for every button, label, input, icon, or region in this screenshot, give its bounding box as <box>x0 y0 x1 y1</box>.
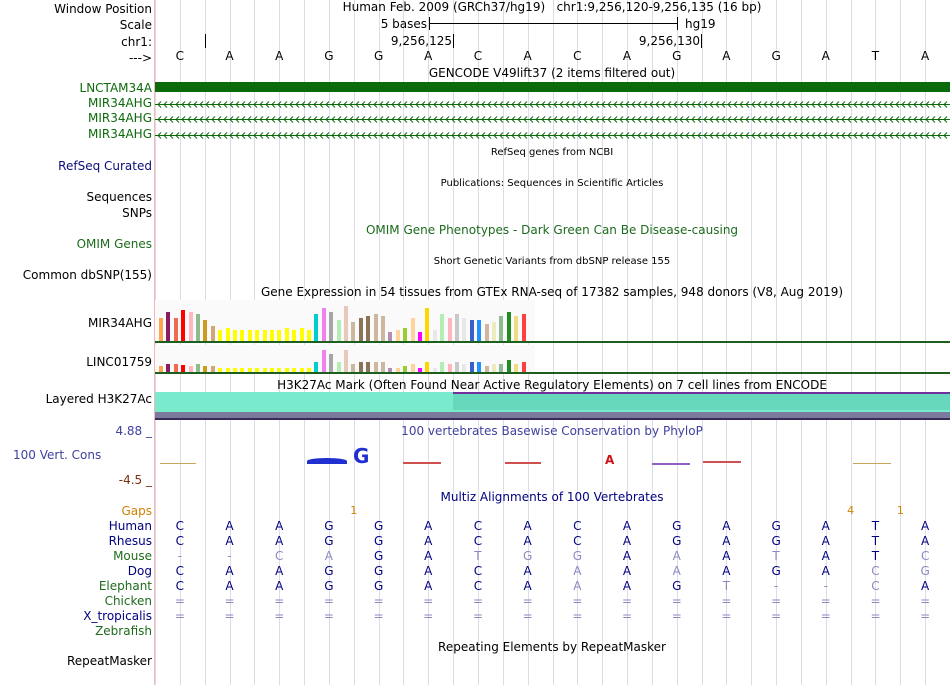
cons-max-label: 4.88 _ <box>115 424 152 438</box>
gtex-tissue-bar[interactable] <box>425 308 429 342</box>
gtex-tissue-bar[interactable] <box>351 364 355 372</box>
gtex-tissue-bar[interactable] <box>462 318 466 342</box>
alignment-base: C <box>573 519 582 533</box>
base-letter: A <box>424 49 433 63</box>
alignment-base: C <box>871 564 880 578</box>
alignment-base: A <box>622 549 632 563</box>
alignment-base: A <box>424 579 433 593</box>
alignment-base: A <box>225 564 234 578</box>
gtex-tissue-bar[interactable] <box>455 314 459 342</box>
gene-intron-mir34ahg-2[interactable] <box>155 113 950 122</box>
gtex-tissue-bar[interactable] <box>366 316 370 342</box>
cons-letter-a: A <box>605 453 615 467</box>
alignment-base: G <box>324 579 334 593</box>
dbsnp-track-label[interactable]: Common dbSNP(155) <box>22 268 152 282</box>
alignment-base: G <box>672 519 682 533</box>
alignment-base: A <box>225 579 234 593</box>
repeatmasker-track-label[interactable]: RepeatMasker <box>66 654 152 668</box>
alignment-base: A <box>424 564 433 578</box>
gtex-tissue-bar[interactable] <box>181 310 185 342</box>
sequences-track-label[interactable]: Sequences <box>86 190 152 204</box>
gtex-tissue-bar[interactable] <box>174 318 178 342</box>
alignment-base: A <box>921 579 930 593</box>
alignment-base: G <box>672 579 682 593</box>
base-letter: G <box>771 49 781 63</box>
alignment-base: = <box>522 609 533 623</box>
alignment-base: G <box>771 519 781 533</box>
ruler-tick-left <box>205 34 206 48</box>
alignment-base: T <box>871 534 880 548</box>
alignment-base: A <box>275 534 284 548</box>
species-label[interactable]: Rhesus <box>108 534 152 548</box>
multiz-track-title: Multiz Alignments of 100 Vertebrates <box>440 490 664 504</box>
alignment-base: = <box>373 609 384 623</box>
base-letter: G <box>672 49 682 63</box>
scale-bar-end <box>677 17 678 30</box>
alignment-base: C <box>275 549 284 563</box>
base-letter: T <box>871 49 880 63</box>
alignment-base: A <box>722 549 731 563</box>
alignment-base: = <box>622 594 633 608</box>
alignment-base: A <box>275 564 284 578</box>
gtex-tissue-bar[interactable] <box>499 364 503 372</box>
alignment-base: A <box>275 579 284 593</box>
gtex-tissue-bar[interactable] <box>499 316 503 342</box>
gtex-tissue-bar[interactable] <box>166 312 170 342</box>
gtex-tissue-bar[interactable] <box>477 362 481 372</box>
gtex-track-title: Gene Expression in 54 tissues from GTEx RNA-seq of 17382 samples, 948 donors (V8, Aug 2019) <box>260 285 844 299</box>
alignment-base: G <box>373 519 384 533</box>
alignment-base: T <box>871 519 880 533</box>
cons-min-label: -4.5 _ <box>118 473 152 487</box>
gtex-baseline-2 <box>155 372 950 374</box>
snps-track-label[interactable]: SNPs <box>122 206 152 220</box>
alignment-base: = <box>572 594 583 608</box>
h3k27ac-track-label[interactable]: Layered H3K27Ac <box>45 392 152 406</box>
ruler-tick-2 <box>701 34 702 48</box>
alignment-base: = <box>472 609 483 623</box>
omim-track-label[interactable]: OMIM Genes <box>76 237 152 251</box>
alignment-base: A <box>523 534 532 548</box>
h3k27ac-track-title: H3K27Ac Mark (Often Found Near Active Regulatory Elements) on 7 cell lines from ENCODE <box>277 378 827 392</box>
cons-letter-g: G <box>353 444 370 468</box>
alignment-base: = <box>820 594 831 608</box>
gtex-tissue-bar[interactable] <box>174 364 178 372</box>
gtex-tissue-bar[interactable] <box>359 318 363 342</box>
alignment-base: = <box>274 594 285 608</box>
gtex-bars-mir34ahg[interactable] <box>155 300 535 342</box>
gtex-tissue-bar[interactable] <box>337 362 341 372</box>
alignment-base: = <box>423 609 434 623</box>
gtex-tissue-bar[interactable] <box>322 350 326 372</box>
alignment-base: A <box>324 549 334 563</box>
alignment-base: = <box>472 594 483 608</box>
alignment-base: A <box>622 519 632 533</box>
position-text[interactable]: chr1:9,256,120-9,256,135 (16 bp) <box>556 0 762 14</box>
alignment-base: C <box>473 579 483 593</box>
base-letter: G <box>373 49 384 63</box>
species-label[interactable]: Human <box>108 519 152 533</box>
track-label-column <box>0 0 155 685</box>
alignment-base: A <box>523 579 532 593</box>
gtex-tissue-bar[interactable] <box>522 362 526 372</box>
gaps-label: Gaps <box>121 504 152 518</box>
gtex-tissue-bar[interactable] <box>344 306 348 342</box>
chrom-label: chr1: <box>121 35 152 49</box>
window-position-label: Window Position <box>54 2 152 16</box>
gtex-tissue-bar[interactable] <box>411 318 415 342</box>
alignment-base: = <box>572 609 583 623</box>
gtex-tissue-bar[interactable] <box>403 328 407 342</box>
alignment-base: C <box>473 564 483 578</box>
gtex-tissue-bar[interactable] <box>492 322 496 342</box>
alignment-base: G <box>572 549 582 563</box>
refseq-track-label[interactable]: RefSeq Curated <box>58 159 152 173</box>
gap-count: 4 <box>847 504 855 517</box>
alignment-base: A <box>672 549 681 563</box>
h3k27ac-signal[interactable] <box>155 392 950 418</box>
gap-count: 1 <box>896 504 904 517</box>
alignment-base: - <box>773 579 779 593</box>
alignment-base: C <box>473 519 483 533</box>
alignment-base: = <box>274 609 285 623</box>
alignment-base: = <box>671 594 682 608</box>
alignment-base: C <box>175 519 185 533</box>
intron-arrows-1 <box>155 100 950 109</box>
gtex-tissue-bar[interactable] <box>492 364 496 372</box>
scale-text: 5 bases <box>380 17 427 31</box>
gtex-tissue-bar[interactable] <box>381 362 385 372</box>
alignment-base: G <box>672 534 682 548</box>
alignment-base: - <box>177 549 183 563</box>
alignment-base: A <box>722 519 731 533</box>
alignment-base: = <box>224 609 235 623</box>
gtex-tissue-bar[interactable] <box>189 312 193 342</box>
omim-track-title: OMIM Gene Phenotypes - Dark Green Can Be Disease-causing <box>365 223 739 237</box>
gtex-tissue-bar[interactable] <box>366 362 370 372</box>
alignment-base: A <box>275 519 284 533</box>
gtex-tissue-bar[interactable] <box>166 364 170 372</box>
gtex-tissue-bar[interactable] <box>314 362 318 372</box>
species-label[interactable]: Elephant <box>98 579 152 593</box>
track-data-area[interactable] <box>155 0 950 685</box>
alignment-base: T <box>772 549 780 563</box>
alignment-base: = <box>373 594 384 608</box>
alignment-base: = <box>721 609 732 623</box>
coord-label-2: 9,256,130 <box>638 34 700 48</box>
gtex-tissue-bar[interactable] <box>455 362 459 372</box>
alignment-base: G <box>324 564 334 578</box>
gtex-tissue-bar[interactable] <box>514 364 518 372</box>
gtex-gene-label-2[interactable]: LINC01759 <box>86 355 152 369</box>
gene-intron-mir34ahg-3[interactable] <box>155 129 950 138</box>
gtex-tissue-bar[interactable] <box>470 320 474 342</box>
gtex-tissue-bar[interactable] <box>181 365 185 372</box>
ruler-tick-1 <box>453 34 454 48</box>
pubs-track-title: Publications: Sequences in Scientific Articles <box>440 178 664 189</box>
assembly-position-text <box>343 0 762 14</box>
alignment-base: = <box>174 594 185 608</box>
scale-bar <box>429 23 677 24</box>
base-letter: C <box>175 49 185 63</box>
alignment-base: G <box>523 549 533 563</box>
intron-arrows-2 <box>155 115 950 124</box>
alignment-base: A <box>821 534 830 548</box>
gtex-tissue-bar[interactable] <box>359 362 363 372</box>
gtex-tissue-bar[interactable] <box>285 328 289 342</box>
gtex-tissue-bar[interactable] <box>300 328 304 342</box>
alignment-base: = <box>323 594 334 608</box>
alignment-base: G <box>771 564 781 578</box>
intron-arrows-3 <box>155 131 950 140</box>
alignment-base: C <box>473 534 483 548</box>
alignment-base: A <box>722 534 731 548</box>
alignment-base: C <box>175 579 185 593</box>
base-letter: A <box>722 49 731 63</box>
alignment-base: = <box>423 594 434 608</box>
gtex-tissue-bar[interactable] <box>522 314 526 342</box>
cons-track-title: 100 vertebrates Basewise Conservation by PhyloP <box>401 424 703 438</box>
gtex-tissue-bar[interactable] <box>351 322 355 342</box>
alignment-base: G <box>373 534 384 548</box>
repeatmasker-track-title: Repeating Elements by RepeatMasker <box>438 640 666 654</box>
gtex-tissue-bar[interactable] <box>477 320 481 342</box>
gencode-track-title: GENCODE V49lift37 (2 items filtered out) <box>428 66 676 80</box>
alignment-base: = <box>174 609 185 623</box>
gene-label-lnctam34a[interactable]: LNCTAM34A <box>79 81 152 95</box>
gtex-tissue-bar[interactable] <box>381 316 385 342</box>
alignment-base: = <box>671 609 682 623</box>
alignment-base: = <box>820 609 831 623</box>
refseq-track-title: RefSeq genes from NCBI <box>490 147 614 158</box>
alignment-base: C <box>920 549 930 563</box>
gtex-tissue-bar[interactable] <box>470 362 474 372</box>
gtex-tissue-bar[interactable] <box>411 364 415 372</box>
gtex-tissue-bar[interactable] <box>337 320 341 342</box>
gtex-tissue-bar[interactable] <box>344 350 348 372</box>
alignment-base: A <box>225 534 234 548</box>
assembly-text: Human Feb. 2009 (GRCh37/hg19) <box>342 0 546 14</box>
alignment-base: = <box>522 594 533 608</box>
gtex-tissue-bar[interactable] <box>374 362 378 372</box>
alignment-base: = <box>870 594 881 608</box>
alignment-base: G <box>771 534 781 548</box>
alignment-base: T <box>474 549 482 563</box>
alignment-base: = <box>323 609 334 623</box>
alignment-base: T <box>871 549 880 563</box>
base-letter: A <box>275 49 284 63</box>
alignment-base: A <box>821 549 830 563</box>
gtex-tissue-bar[interactable] <box>425 362 429 372</box>
alignment-base: A <box>573 564 582 578</box>
base-letter: A <box>523 49 532 63</box>
cons-track-label[interactable]: 100 Vert. Cons <box>13 448 102 462</box>
species-label[interactable]: Dog <box>127 564 152 578</box>
gtex-tissue-bar[interactable] <box>440 314 444 342</box>
alignment-base: A <box>424 519 433 533</box>
gtex-tissue-bar[interactable] <box>314 314 318 342</box>
alignment-base: A <box>821 519 830 533</box>
alignment-base: = <box>870 609 881 623</box>
alignment-base: = <box>771 609 782 623</box>
gene-intron-mir34ahg-1[interactable] <box>155 98 950 107</box>
alignment-base: A <box>821 564 830 578</box>
gene-label-mir34ahg-1[interactable]: MIR34AHG <box>87 96 152 110</box>
alignment-base: = <box>622 609 633 623</box>
gtex-tissue-bar[interactable] <box>196 364 200 372</box>
species-label[interactable]: Chicken <box>104 594 152 608</box>
alignment-base: A <box>722 564 731 578</box>
alignment-base: A <box>622 564 632 578</box>
strand-arrow-label: ---> <box>128 51 152 65</box>
species-label[interactable]: Zebrafish <box>95 624 152 638</box>
alignment-base: A <box>225 519 234 533</box>
alignment-base: G <box>373 549 384 563</box>
alignment-base: = <box>920 609 931 623</box>
alignment-base: A <box>921 519 930 533</box>
alignment-base: G <box>324 534 334 548</box>
gtex-tissue-bar[interactable] <box>448 364 452 372</box>
alignment-base: A <box>672 564 681 578</box>
alignment-base: = <box>771 594 782 608</box>
base-letter: A <box>622 49 632 63</box>
alignment-base: = <box>224 594 235 608</box>
alignment-base: A <box>424 549 433 563</box>
alignment-base: - <box>227 549 232 563</box>
alignment-base: = <box>920 594 931 608</box>
gtex-tissue-bar[interactable] <box>203 320 207 342</box>
gtex-tissue-bar[interactable] <box>159 318 163 342</box>
alignment-base: G <box>324 519 334 533</box>
alignment-base: A <box>424 534 433 548</box>
coord-label-1: 9,256,125 <box>390 34 452 48</box>
gtex-tissue-bar[interactable] <box>514 316 518 342</box>
base-letter: A <box>821 49 830 63</box>
alignment-base: G <box>920 564 930 578</box>
alignment-base: C <box>573 534 582 548</box>
gtex-tissue-bar[interactable] <box>329 354 333 372</box>
alignment-base: T <box>722 579 731 593</box>
scale-db-text: hg19 <box>685 17 716 31</box>
alignment-base: A <box>921 534 930 548</box>
gap-count: 1 <box>350 504 358 517</box>
gtex-tissue-bar[interactable] <box>329 312 333 342</box>
gtex-bars-linc01759[interactable] <box>155 345 535 372</box>
gene-label-mir34ahg-3[interactable]: MIR34AHG <box>87 127 152 141</box>
dbsnp-track-title: Short Genetic Variants from dbSNP release 155 <box>433 256 671 267</box>
alignment-base: A <box>573 579 582 593</box>
alignment-base: A <box>622 534 632 548</box>
species-label[interactable]: Mouse <box>113 549 152 563</box>
gtex-tissue-bar[interactable] <box>374 314 378 342</box>
gene-label-mir34ahg-2[interactable]: MIR34AHG <box>87 111 152 125</box>
base-letter: A <box>225 49 234 63</box>
gtex-tissue-bar[interactable] <box>440 362 444 372</box>
base-letter: C <box>573 49 582 63</box>
gtex-gene-label-1[interactable]: MIR34AHG <box>87 316 152 330</box>
alignment-base: A <box>523 519 532 533</box>
base-letter: A <box>921 49 930 63</box>
gtex-tissue-bar[interactable] <box>196 314 200 342</box>
alignment-base: C <box>871 579 880 593</box>
gtex-baseline-1 <box>155 341 950 343</box>
alignment-base: A <box>622 579 632 593</box>
base-letter: G <box>324 49 334 63</box>
gtex-tissue-bar[interactable] <box>507 360 511 372</box>
alignment-base: G <box>373 564 384 578</box>
alignment-base: C <box>175 564 185 578</box>
scale-label: Scale <box>119 18 152 32</box>
gtex-tissue-bar[interactable] <box>226 328 230 342</box>
alignment-base: C <box>175 534 185 548</box>
gtex-tissue-bar[interactable] <box>211 326 215 342</box>
alignment-base: = <box>721 594 732 608</box>
alignment-base: - <box>823 579 828 593</box>
gtex-tissue-bar[interactable] <box>507 312 511 342</box>
gtex-tissue-bar[interactable] <box>448 318 452 342</box>
base-letter: C <box>473 49 483 63</box>
alignment-base: G <box>373 579 384 593</box>
gtex-tissue-bar[interactable] <box>485 324 489 342</box>
alignment-base: A <box>523 564 532 578</box>
cons-signal[interactable] <box>155 444 950 484</box>
gtex-tissue-bar[interactable] <box>462 364 466 372</box>
gtex-tissue-bar[interactable] <box>322 308 326 342</box>
species-label[interactable]: X_tropicalis <box>83 609 152 623</box>
gene-block-lnctam34a[interactable] <box>155 82 950 92</box>
scale-bar-start <box>429 17 430 30</box>
